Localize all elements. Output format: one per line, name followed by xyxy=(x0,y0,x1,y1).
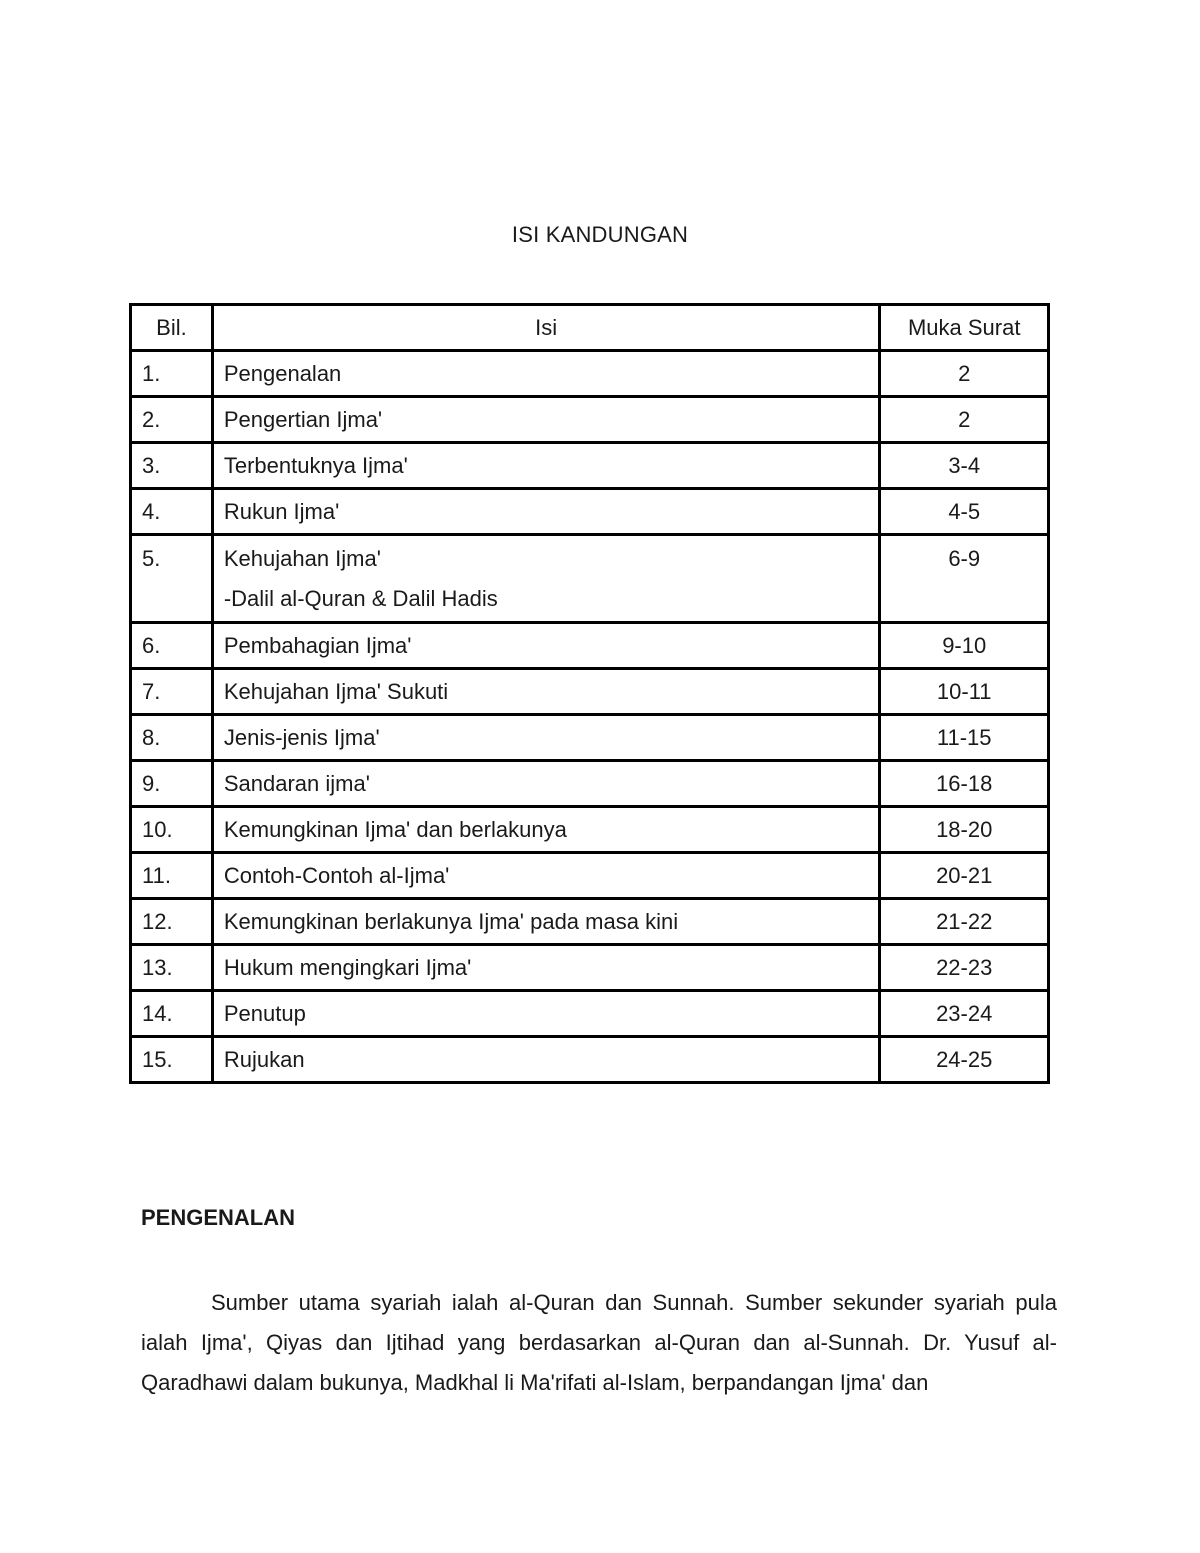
table-row xyxy=(131,397,1049,443)
table-row xyxy=(131,1037,1049,1083)
row-number: 7. xyxy=(131,669,213,715)
row-number: 10. xyxy=(131,807,213,853)
row-content xyxy=(212,397,880,443)
row-number: 2. xyxy=(131,397,213,443)
row-number: 4. xyxy=(131,489,213,535)
row-content-title: Terbentuknya Ijma' xyxy=(223,452,408,478)
row-page-range: 24-25 xyxy=(880,1037,1049,1083)
table-row xyxy=(131,899,1049,945)
row-content-title: Contoh-Contoh al-Ijma' xyxy=(223,862,450,888)
column-header-muka-surat: Muka Surat xyxy=(880,305,1049,351)
column-header-bil: Bil. xyxy=(131,305,213,351)
row-content xyxy=(212,351,880,397)
page-title: ISI KANDUNGAN xyxy=(511,222,689,247)
row-page-range: 9-10 xyxy=(880,623,1049,669)
row-number: 13. xyxy=(131,945,213,991)
row-content-title: Kemungkinan Ijma' dan berlakunya xyxy=(223,816,567,842)
table-header-row xyxy=(131,305,1049,351)
row-content xyxy=(212,535,880,623)
column-header-isi: Isi xyxy=(212,305,880,351)
row-content-title: Rujukan xyxy=(223,1046,305,1072)
table-row xyxy=(131,991,1049,1037)
row-content-title: Rukun Ijma' xyxy=(223,498,340,524)
table-row xyxy=(131,669,1049,715)
row-number: 3. xyxy=(131,443,213,489)
row-content-title: Kemungkinan berlakunya Ijma' pada masa kini xyxy=(223,908,679,934)
row-content xyxy=(212,761,880,807)
row-content xyxy=(212,489,880,535)
body-paragraph: Sumber utama syariah ialah al-Quran dan Sunnah. Sumber sekunder syariah pula ialah Ijma', Qiyas dan Ijtihad yang berdasarkan al-Quran dan al-Sunnah. Dr. Yusuf al-Qaradhawi dalam bukunya, Madkhal li Ma'rifati al-Islam, berpandangan Ijma' dan xyxy=(141,1290,1057,1395)
row-content-title: Sandaran ijma' xyxy=(223,770,370,796)
row-number: 8. xyxy=(131,715,213,761)
row-content xyxy=(212,991,880,1037)
row-content xyxy=(212,443,880,489)
row-number: 14. xyxy=(131,991,213,1037)
row-content-title: Penutup xyxy=(223,1000,306,1026)
row-content xyxy=(212,899,880,945)
table-row xyxy=(131,351,1049,397)
row-page-range: 18-20 xyxy=(880,807,1049,853)
table-row xyxy=(131,535,1049,623)
row-content-subtitle: -Dalil al-Quran & Dalil Hadis xyxy=(223,586,498,611)
row-content-title: Pengertian Ijma' xyxy=(223,406,383,432)
table-row xyxy=(131,807,1049,853)
row-page-range: 3-4 xyxy=(880,443,1049,489)
row-page-range: 2 xyxy=(880,351,1049,397)
row-page-range: 4-5 xyxy=(880,489,1049,535)
table-row xyxy=(131,853,1049,899)
row-page-range: 11-15 xyxy=(880,715,1049,761)
row-page-range: 22-23 xyxy=(880,945,1049,991)
section-heading: PENGENALAN xyxy=(141,1205,296,1230)
row-content xyxy=(212,669,880,715)
row-number: 9. xyxy=(131,761,213,807)
table-row xyxy=(131,489,1049,535)
row-content xyxy=(212,807,880,853)
row-number: 11. xyxy=(131,853,213,899)
row-page-range: 6-9 xyxy=(880,535,1049,623)
row-content-title: Kehujahan Ijma' xyxy=(223,546,381,571)
row-content-title: Hukum mengingkari Ijma' xyxy=(223,954,472,980)
row-number: 12. xyxy=(131,899,213,945)
row-content xyxy=(212,623,880,669)
row-content xyxy=(212,945,880,991)
row-content-title: Pembahagian Ijma' xyxy=(223,632,412,658)
row-content-title: Pengenalan xyxy=(223,360,342,386)
row-content-title: Jenis-jenis Ijma' xyxy=(223,724,380,750)
row-number: 5. xyxy=(131,535,213,623)
row-content xyxy=(212,853,880,899)
row-content xyxy=(212,715,880,761)
row-page-range: 16-18 xyxy=(880,761,1049,807)
row-content-title: Kehujahan Ijma' Sukuti xyxy=(223,678,449,704)
row-content xyxy=(212,1037,880,1083)
table-row xyxy=(131,623,1049,669)
row-page-range: 10-11 xyxy=(880,669,1049,715)
table-row xyxy=(131,761,1049,807)
table-row xyxy=(131,715,1049,761)
row-page-range: 21-22 xyxy=(880,899,1049,945)
row-number: 1. xyxy=(131,351,213,397)
row-page-range: 23-24 xyxy=(880,991,1049,1037)
row-number: 15. xyxy=(131,1037,213,1083)
table-row xyxy=(131,945,1049,991)
row-page-range: 2 xyxy=(880,397,1049,443)
row-page-range: 20-21 xyxy=(880,853,1049,899)
row-number: 6. xyxy=(131,623,213,669)
table-of-contents xyxy=(129,303,1050,1084)
table-row xyxy=(131,443,1049,489)
